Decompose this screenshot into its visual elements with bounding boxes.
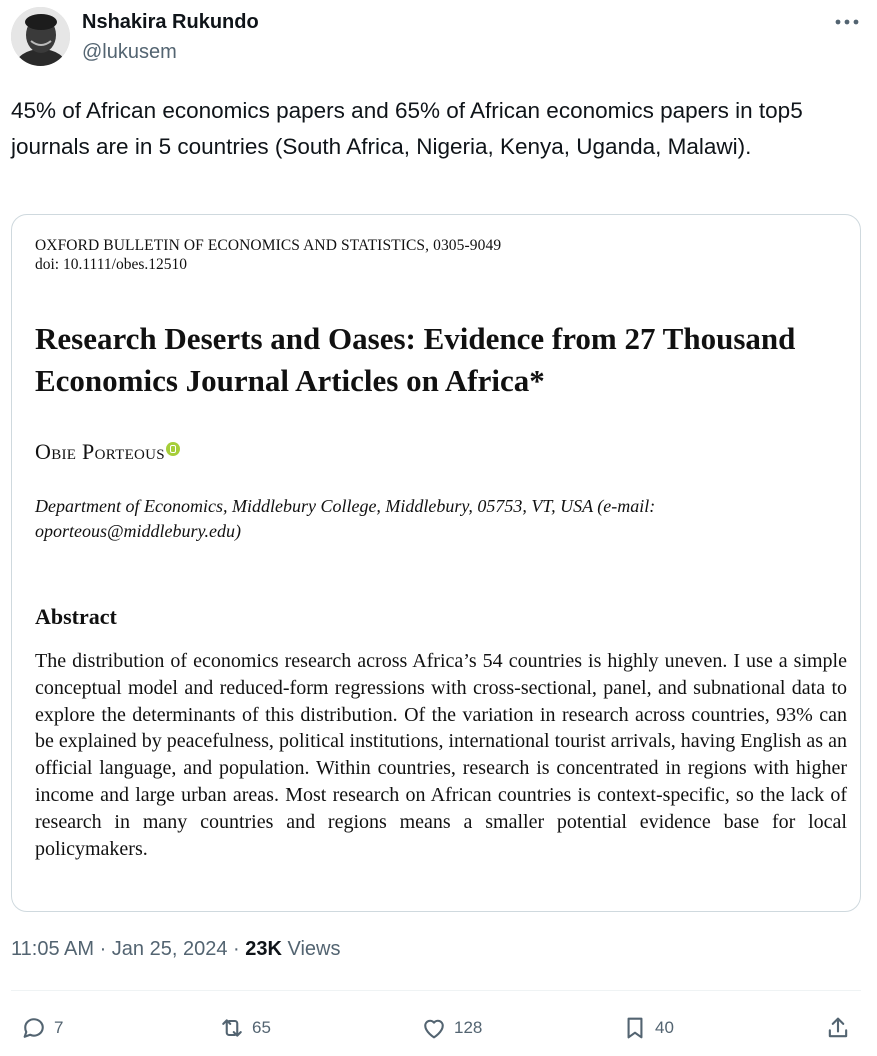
divider <box>11 990 861 991</box>
views-count: 23K <box>245 938 282 960</box>
paper-author <box>35 438 180 466</box>
repost-count: 65 <box>252 1018 271 1037</box>
abstract-text: The distribution of economics research across Africa’s 54 countries is highly uneven. I use a simple conceptual model and reduced-form regressions with cross-sectional, panel, and subnational data to explore the determinants of this distribution. Of the variation in research across countries, 93% can be explained by peacefulness, political institutions, international tourist arrivals, having English as an official language, and population. Within countries, research is concentrated in regions with higher income and large urban areas. Most research on African countries is context-specific, so the lack of research in many countries and regions means a smaller potential evidence base for local policymakers. <box>35 650 847 860</box>
reply-count: 7 <box>54 1018 64 1037</box>
heart-icon <box>420 1014 448 1042</box>
reply-button[interactable] <box>20 1010 63 1046</box>
repost-button[interactable] <box>218 1010 271 1046</box>
share-icon <box>824 1014 852 1042</box>
repost-icon <box>218 1014 246 1042</box>
tweet-text: 45% of African economics papers and 65% of African economics papers in top5 journals are in 5 countries (South Africa, Nigeria, Kenya, Uganda, Malawi). <box>11 98 803 159</box>
paper-page <box>12 215 860 911</box>
display-name[interactable]: Nshakira Rukundo <box>82 11 259 33</box>
paper-affiliation: Department of Economics, Middlebury College, Middlebury, 05753, VT, USA (e-mail: oporteous@middlebury.edu) <box>35 496 656 541</box>
abstract-heading: Abstract <box>35 604 117 629</box>
journal-name: OXFORD BULLETIN OF ECONOMICS AND STATISTICS, 0305-9049 <box>35 237 502 254</box>
like-button[interactable] <box>420 1010 482 1046</box>
avatar[interactable] <box>11 7 70 66</box>
like-count: 128 <box>454 1018 483 1037</box>
paper-doi: doi: 10.1111/obes.12510 <box>35 256 187 273</box>
orcid-icon <box>166 442 180 456</box>
bookmark-count: 40 <box>655 1018 674 1037</box>
tweet-timestamp <box>11 938 340 961</box>
bookmark-button[interactable] <box>621 1010 674 1046</box>
views-label: Views <box>281 938 341 960</box>
attached-image[interactable] <box>11 214 861 912</box>
bookmark-icon <box>621 1014 649 1042</box>
share-button[interactable] <box>824 1010 852 1046</box>
timestamp-text[interactable]: 11:05 AM · Jan 25, 2024 · <box>11 938 246 960</box>
paper-title: Research Deserts and Oases: Evidence from 27 Thousand Economics Journal Articles on Africa* <box>35 321 796 398</box>
user-handle[interactable]: @lukusem <box>82 41 177 63</box>
paper-author-name: Obie Porteous <box>35 439 165 464</box>
more-icon[interactable] <box>831 10 863 34</box>
reply-icon <box>20 1014 48 1042</box>
